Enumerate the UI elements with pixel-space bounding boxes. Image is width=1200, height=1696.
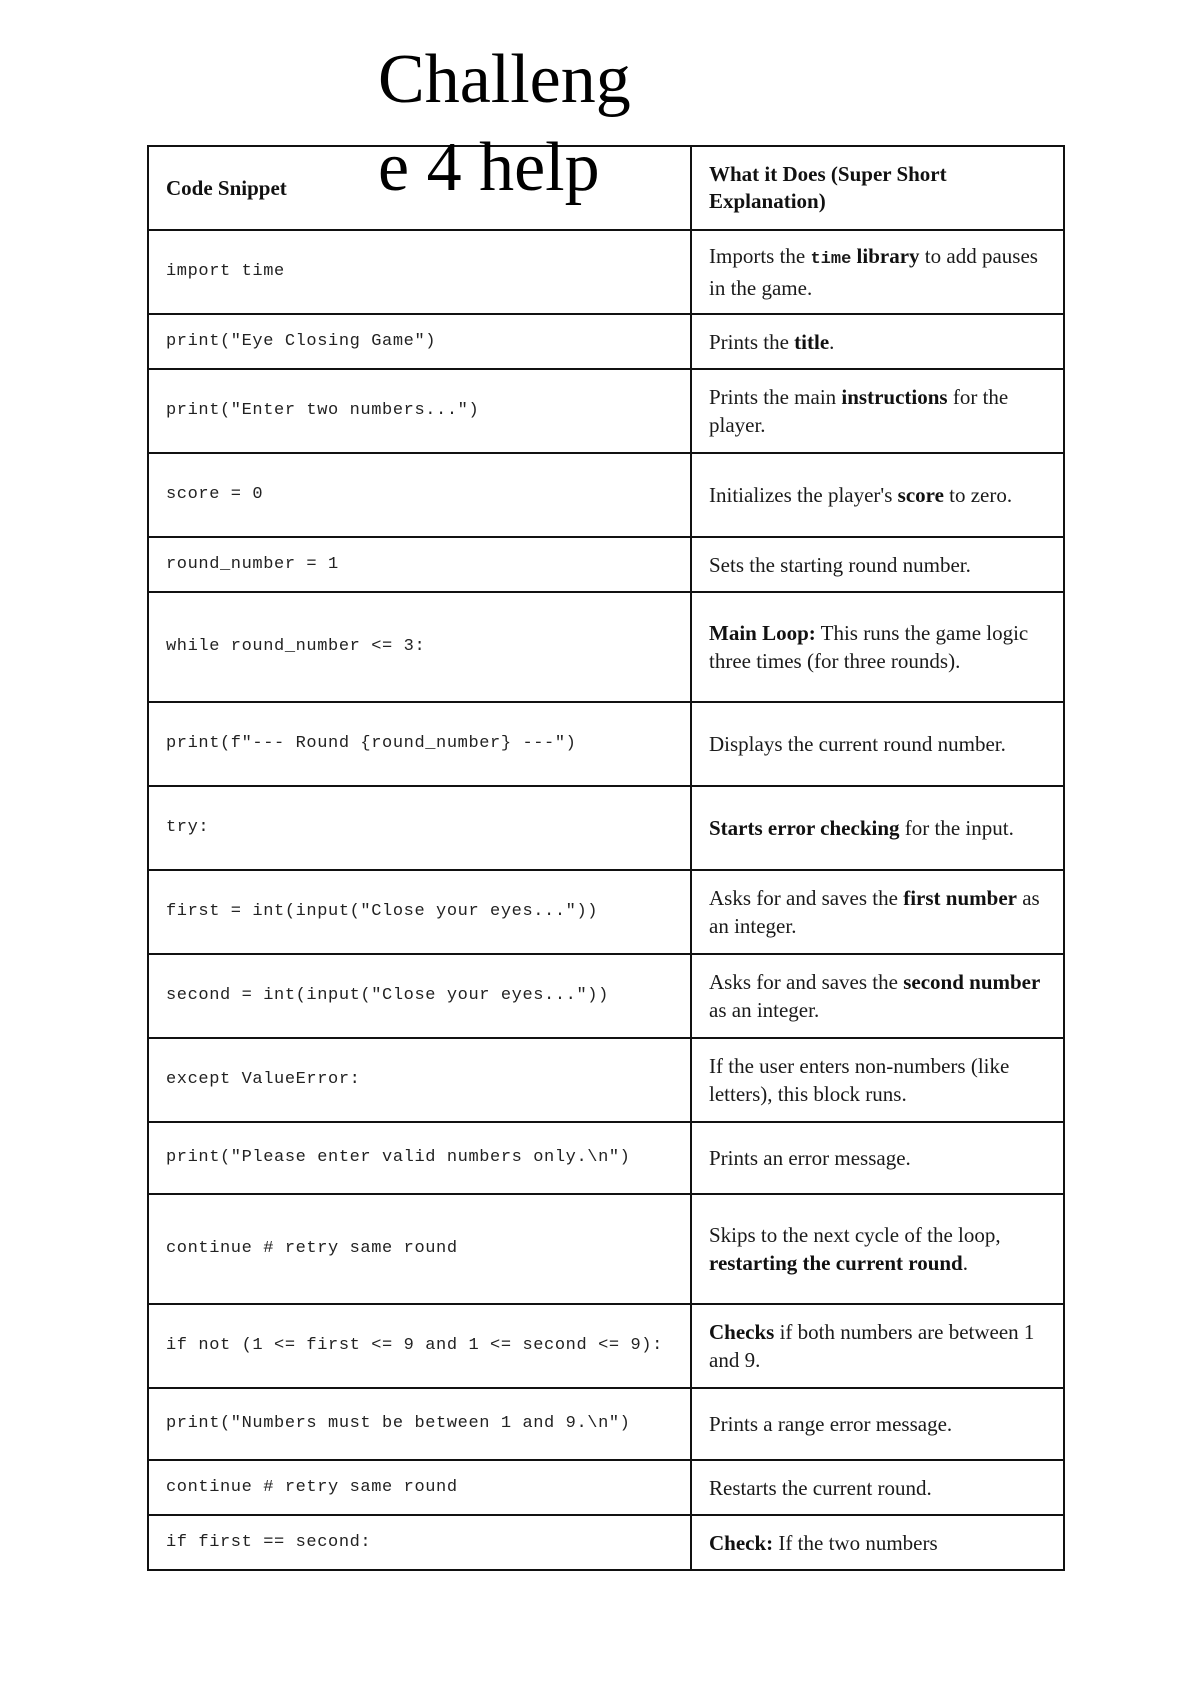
desc-text: for the player.: [709, 385, 1009, 437]
table-row: [148, 1038, 1064, 1122]
desc-cell: [691, 954, 1064, 1038]
code-cell: print("Please enter valid numbers only.\n"): [148, 1122, 691, 1194]
table-row: [148, 1515, 1064, 1570]
desc-text: Asks for and saves the: [709, 970, 904, 994]
desc-cell: [691, 702, 1064, 786]
code-cell: if not (1 <= first <= 9 and 1 <= second <= 9):: [148, 1304, 691, 1388]
desc-bold-text: instructions: [841, 385, 948, 409]
code-cell: print(f"--- Round {round_number} ---"): [148, 702, 691, 786]
desc-text: if both numbers are between 1 and 9.: [709, 1320, 1035, 1372]
desc-cell: [691, 1515, 1064, 1570]
table-row: [148, 1122, 1064, 1194]
desc-bold-text: score: [897, 483, 944, 507]
desc-text: Displays the current round number.: [709, 732, 1006, 756]
header-code-snippet: Code Snippet: [148, 146, 691, 230]
table-row: [148, 369, 1064, 453]
desc-bold-text: library: [851, 244, 920, 268]
desc-cell: [691, 592, 1064, 702]
desc-cell: [691, 1038, 1064, 1122]
desc-cell: [691, 453, 1064, 537]
desc-text: Prints a range error message.: [709, 1412, 953, 1436]
desc-text: as an integer.: [709, 998, 820, 1022]
code-cell: while round_number <= 3:: [148, 592, 691, 702]
desc-bold-text: Main Loop:: [709, 621, 816, 645]
desc-text: to add pauses in the game.: [709, 244, 1038, 300]
table-row: [148, 1304, 1064, 1388]
desc-text: Prints the: [709, 329, 795, 354]
code-explanation-table: [147, 145, 1065, 1571]
desc-bold-text: Check:: [709, 1530, 774, 1555]
desc-text: Skips to the next cycle of the loop,: [709, 1223, 1001, 1247]
desc-text: .: [829, 329, 835, 354]
desc-text: for the input.: [899, 816, 1014, 840]
code-cell: round_number = 1: [148, 537, 691, 592]
table-row: [148, 1388, 1064, 1460]
desc-cell: [691, 1388, 1064, 1460]
code-cell: try:: [148, 786, 691, 870]
desc-bold-text: title: [794, 329, 830, 354]
table-row: [148, 1194, 1064, 1304]
header-what-it-does: What it Does (Super Short Explanation): [691, 146, 1064, 230]
desc-text: Prints the main: [709, 385, 842, 409]
code-cell: continue # retry same round: [148, 1194, 691, 1304]
desc-cell: [691, 230, 1064, 314]
table-row: [148, 453, 1064, 537]
desc-text: If the two numbers: [773, 1530, 938, 1555]
code-cell: import time: [148, 230, 691, 314]
desc-cell: [691, 369, 1064, 453]
desc-bold-text: Starts error checking: [709, 816, 900, 840]
table-row: [148, 1460, 1064, 1515]
code-cell: print("Eye Closing Game"): [148, 314, 691, 369]
code-cell: print("Enter two numbers..."): [148, 369, 691, 453]
desc-bold-text: Checks: [709, 1320, 775, 1344]
desc-text: Asks for and saves the: [709, 886, 904, 910]
code-cell: except ValueError:: [148, 1038, 691, 1122]
desc-text: If the user enters non-numbers (like letters), this block runs.: [709, 1054, 1010, 1106]
table-row: [148, 537, 1064, 592]
desc-text: Initializes the player's: [709, 483, 898, 507]
table-row: [148, 786, 1064, 870]
desc-text: Prints an error message.: [709, 1146, 911, 1170]
table-row: [148, 954, 1064, 1038]
desc-inline-code: time: [810, 250, 852, 269]
code-cell: continue # retry same round: [148, 1460, 691, 1515]
desc-bold-text: second number: [903, 970, 1041, 994]
table-row: [148, 702, 1064, 786]
code-cell: print("Numbers must be between 1 and 9.\n"): [148, 1388, 691, 1460]
desc-cell: [691, 1304, 1064, 1388]
desc-cell: [691, 537, 1064, 592]
desc-cell: [691, 786, 1064, 870]
desc-text: This runs the game logic three times (for three rounds).: [709, 621, 1029, 673]
page-title: Challenge 4 help: [378, 41, 631, 206]
desc-text: to zero.: [943, 483, 1013, 507]
code-cell: first = int(input("Close your eyes...")): [148, 870, 691, 954]
desc-text: Imports the: [709, 244, 811, 268]
desc-bold-text: first number: [903, 886, 1017, 910]
desc-cell: [691, 870, 1064, 954]
code-cell: score = 0: [148, 453, 691, 537]
table-row: [148, 314, 1064, 369]
table-row: [148, 870, 1064, 954]
code-cell: if first == second:: [148, 1515, 691, 1570]
desc-cell: [691, 314, 1064, 369]
desc-cell: [691, 1194, 1064, 1304]
desc-text: Sets the starting round number.: [709, 552, 971, 577]
desc-cell: [691, 1122, 1064, 1194]
desc-cell: [691, 1460, 1064, 1515]
desc-text: Restarts the current round.: [709, 1475, 932, 1500]
table-row: [148, 592, 1064, 702]
desc-bold-text: restarting the current round: [709, 1251, 963, 1275]
table-row: [148, 230, 1064, 314]
code-cell: second = int(input("Close your eyes...")): [148, 954, 691, 1038]
desc-text: as an integer.: [709, 886, 1040, 938]
desc-text: .: [962, 1251, 968, 1275]
